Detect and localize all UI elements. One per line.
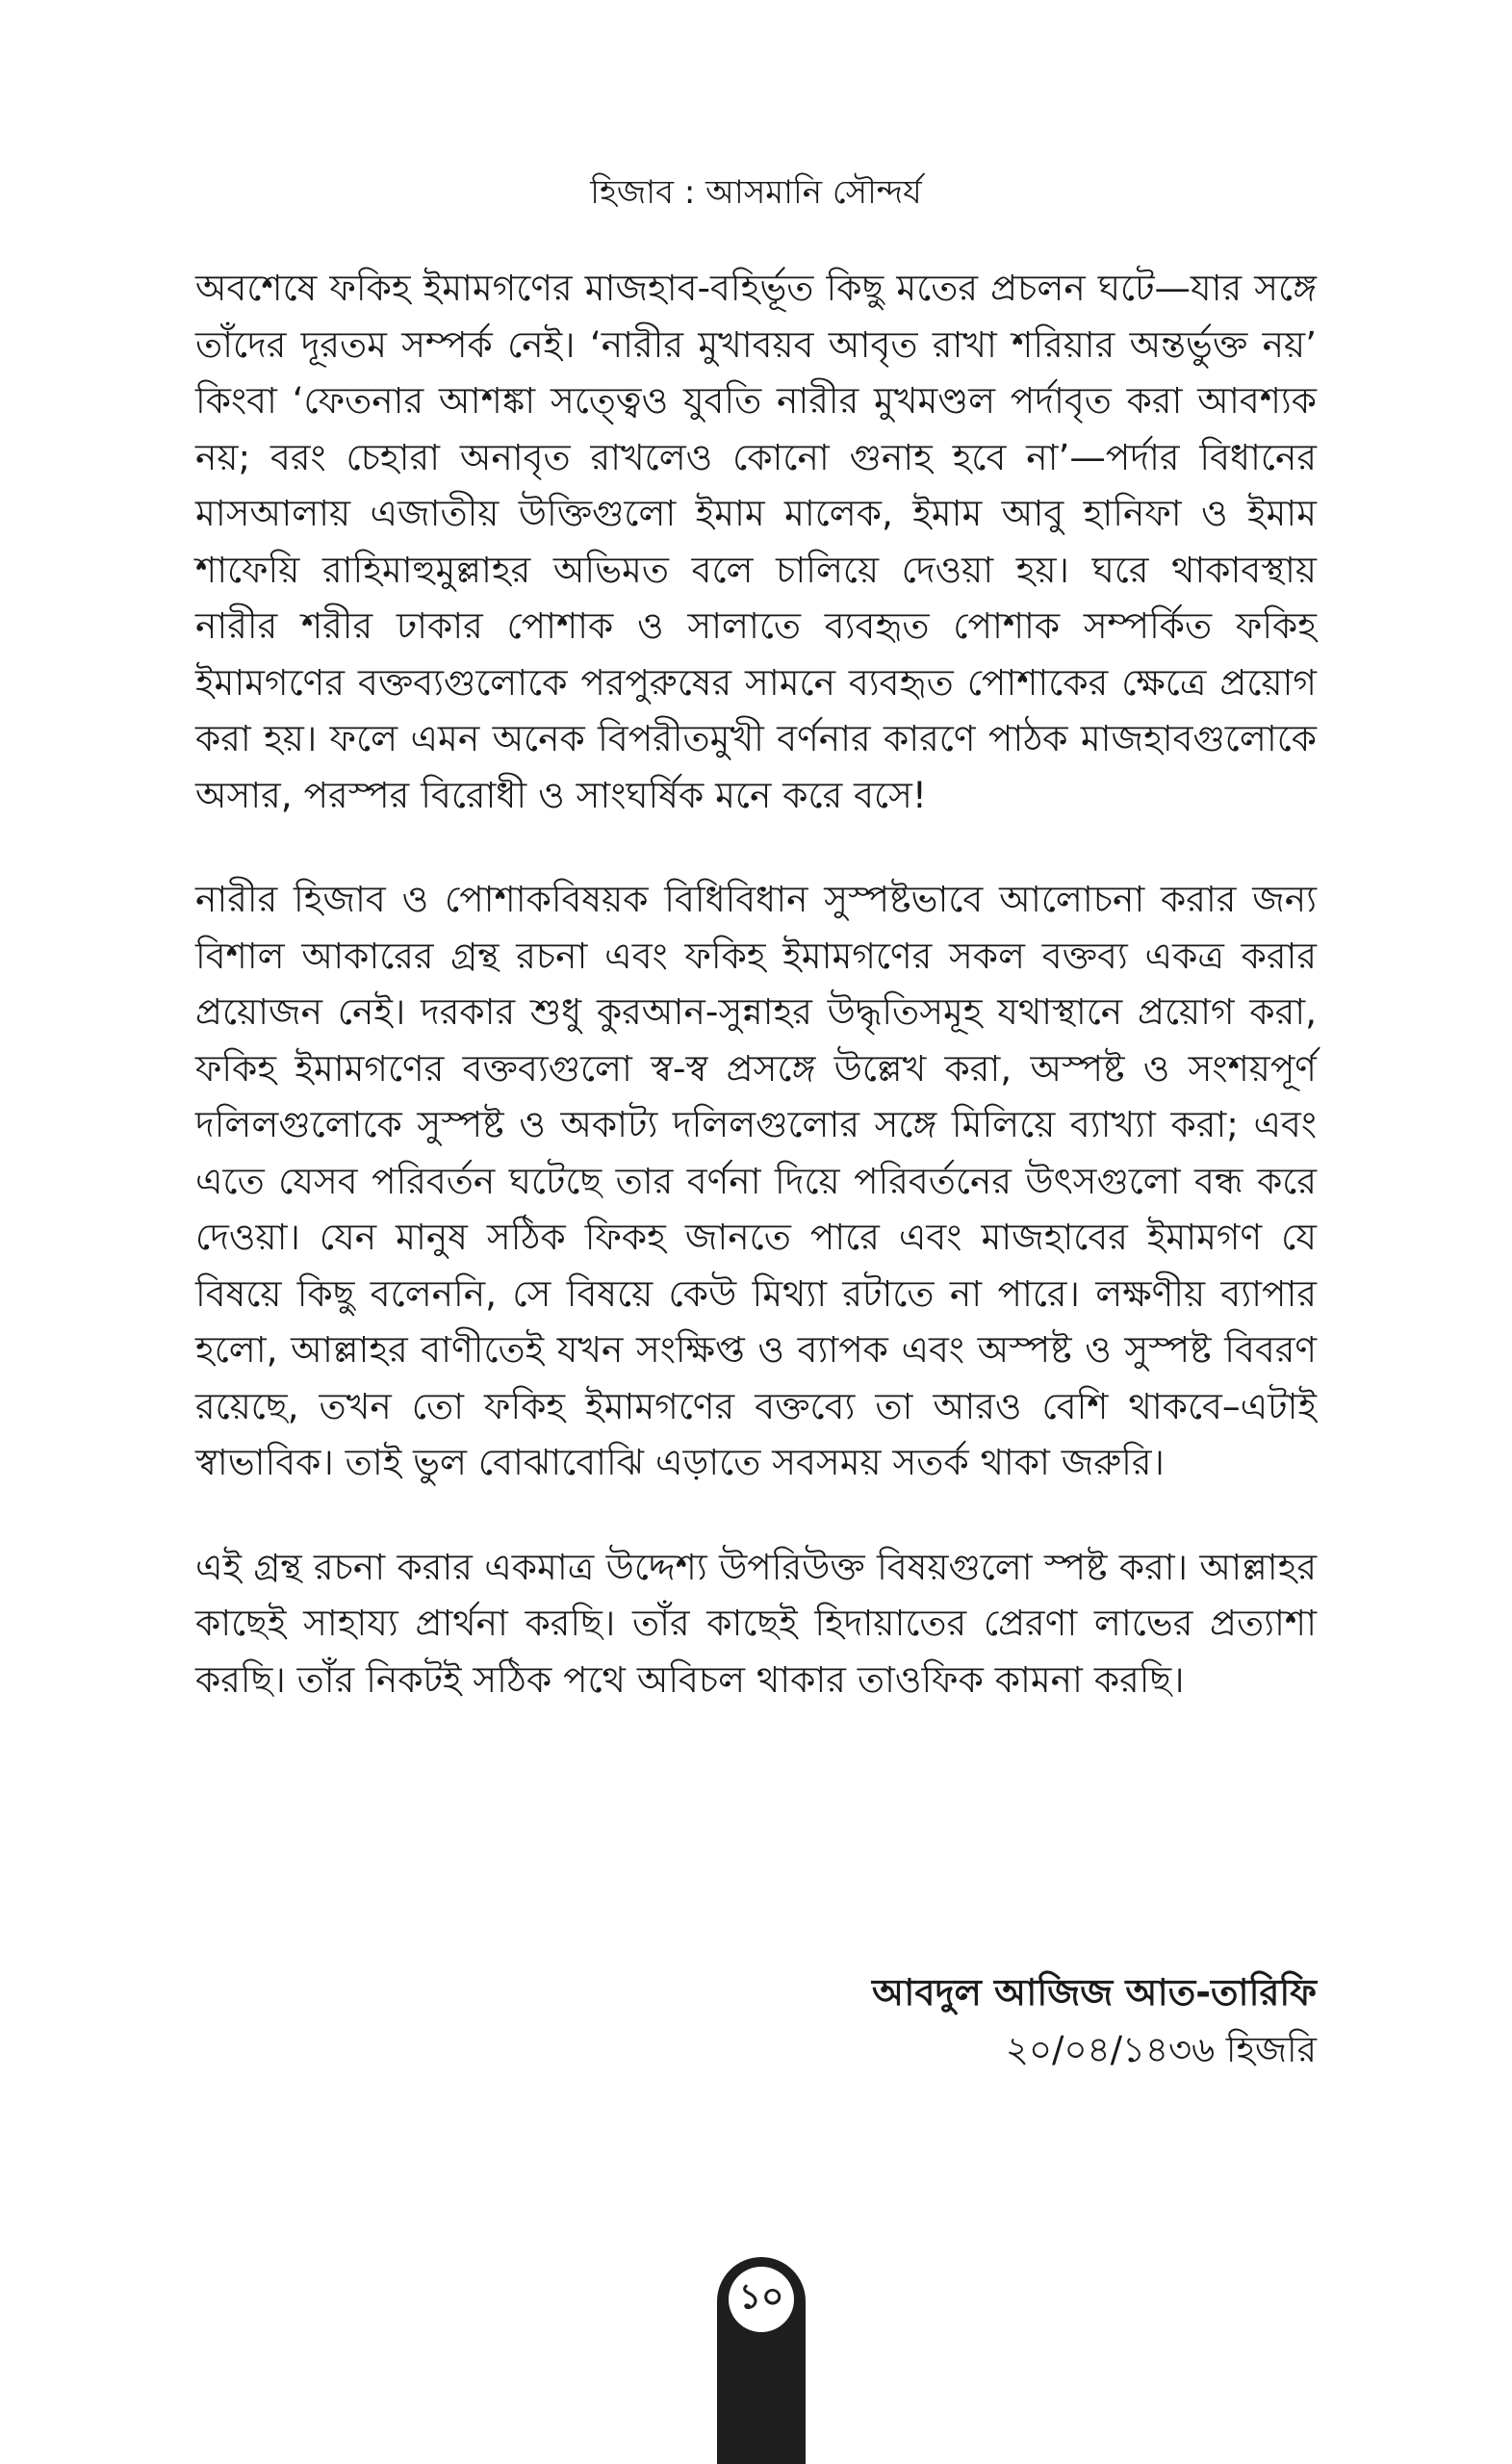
- signature-block: [872, 1964, 1317, 2079]
- paragraph: নারীর হিজাব ও পোশাকবিষয়ক বিধিবিধান সুস্পষ্টভাবে আলোচনা করার জন্য বিশাল আকারের গ্রন্থ রচনা এবং ফকিহ ইমামগণের সকল বক্তব্য একত্র করার প্রয়োজন নেই। দরকার শুধু কুরআন-সুন্নাহর উদ্ধৃতিসমূহ যথাস্থানে প্রয়োগ করা, ফকিহ ইমামগণের বক্তব্যগুলো স্ব-স্ব প্রসঙ্গে উল্লেখ করা, অস্পষ্ট ও সংশয়পূর্ণ দলিলগুলোকে সুস্পষ্ট ও অকাট্য দলিলগুলোর সঙ্গে মিলিয়ে ব্যাখ্যা করা; এবং এতে যেসব পরিবর্তন ঘটেছে তার বর্ণনা দিয়ে পরিবর্তনের উৎসগুলো বন্ধ করে দেওয়া। যেন মানুষ সঠিক ফিকহ জানতে পারে এবং মাজহাবের ইমামগণ যে বিষয়ে কিছু বলেননি, সে বিষয়ে কেউ মিথ্যা রটাতে না পারে। লক্ষণীয় ব্যাপার হলো, আল্লাহর বাণীতেই যখন সংক্ষিপ্ত ও ব্যাপক এবং অস্পষ্ট ও সুস্পষ্ট বিবরণ রয়েছে, তখন তো ফকিহ ইমামগণের বক্তব্যে তা আরও বেশি থাকবে–এটাই স্বাভাবিক। তাই ভুল বোঝাবোঝি এড়াতে সবসময় সতর্ক থাকা জরুরি।: [195, 878, 1317, 1483]
- page-number: ১০: [729, 2267, 794, 2332]
- paragraph: এই গ্রন্থ রচনা করার একমাত্র উদ্দেশ্য উপরিউক্ত বিষয়গুলো স্পষ্ট করা। আল্লাহর কাছেই সাহায্য প্রার্থনা করছি। তাঁর কাছেই হিদায়াতের প্রেরণা লাভের প্রত্যাশা করছি। তাঁর নিকটই সঠিক পথে অবিচল থাকার তাওফিক কামনা করছি।: [195, 1545, 1317, 1701]
- paragraph: অবশেষে ফকিহ ইমামগণের মাজহাব-বহির্ভূত কিছু মতের প্রচলন ঘটে—যার সঙ্গে তাঁদের দূরতম সম্পর্ক নেই। ‘নারীর মুখাবয়ব আবৃত রাখা শরিয়ার অন্তর্ভুক্ত নয়’ কিংবা ‘ফেতনার আশঙ্কা সত্ত্বেও যুবতি নারীর মুখমণ্ডল পর্দাবৃত করা আবশ্যক নয়; বরং চেহারা অনাবৃত রাখলেও কোনো গুনাহ হবে না’—পর্দার বিধানের মাসআলায় এজাতীয় উক্তিগুলো ইমাম মালেক, ইমাম আবু হানিফা ও ইমাম শাফেয়ি রাহিমাহুমুল্লাহর অভিমত বলে চালিয়ে দেওয়া হয়। ঘরে থাকাবস্থায় নারীর শরীর ঢাকার পোশাক ও সালাতে ব্যবহৃত পোশাক সম্পর্কিত ফকিহ ইমামগণের বক্তব্যগুলোকে পরপুরুষের সামনে ব্যবহৃত পোশাকের ক্ষেত্রে প্রয়োগ করা হয়। ফলে এমন অনেক বিপরীতমুখী বর্ণনার কারণে পাঠক মাজহাবগুলোকে অসার, পরস্পর বিরোধী ও সাংঘর্ষিক মনে করে বসে!: [195, 267, 1317, 816]
- author-name: আবদুল আজিজ আত-তারিফি: [872, 1971, 1317, 2014]
- signature-date: ২০/০৪/১৪৩৬ হিজরি: [1005, 2029, 1317, 2070]
- running-header: হিজাব : আসমানি সৌন্দর্য: [590, 173, 922, 212]
- body-text: [195, 260, 1317, 1707]
